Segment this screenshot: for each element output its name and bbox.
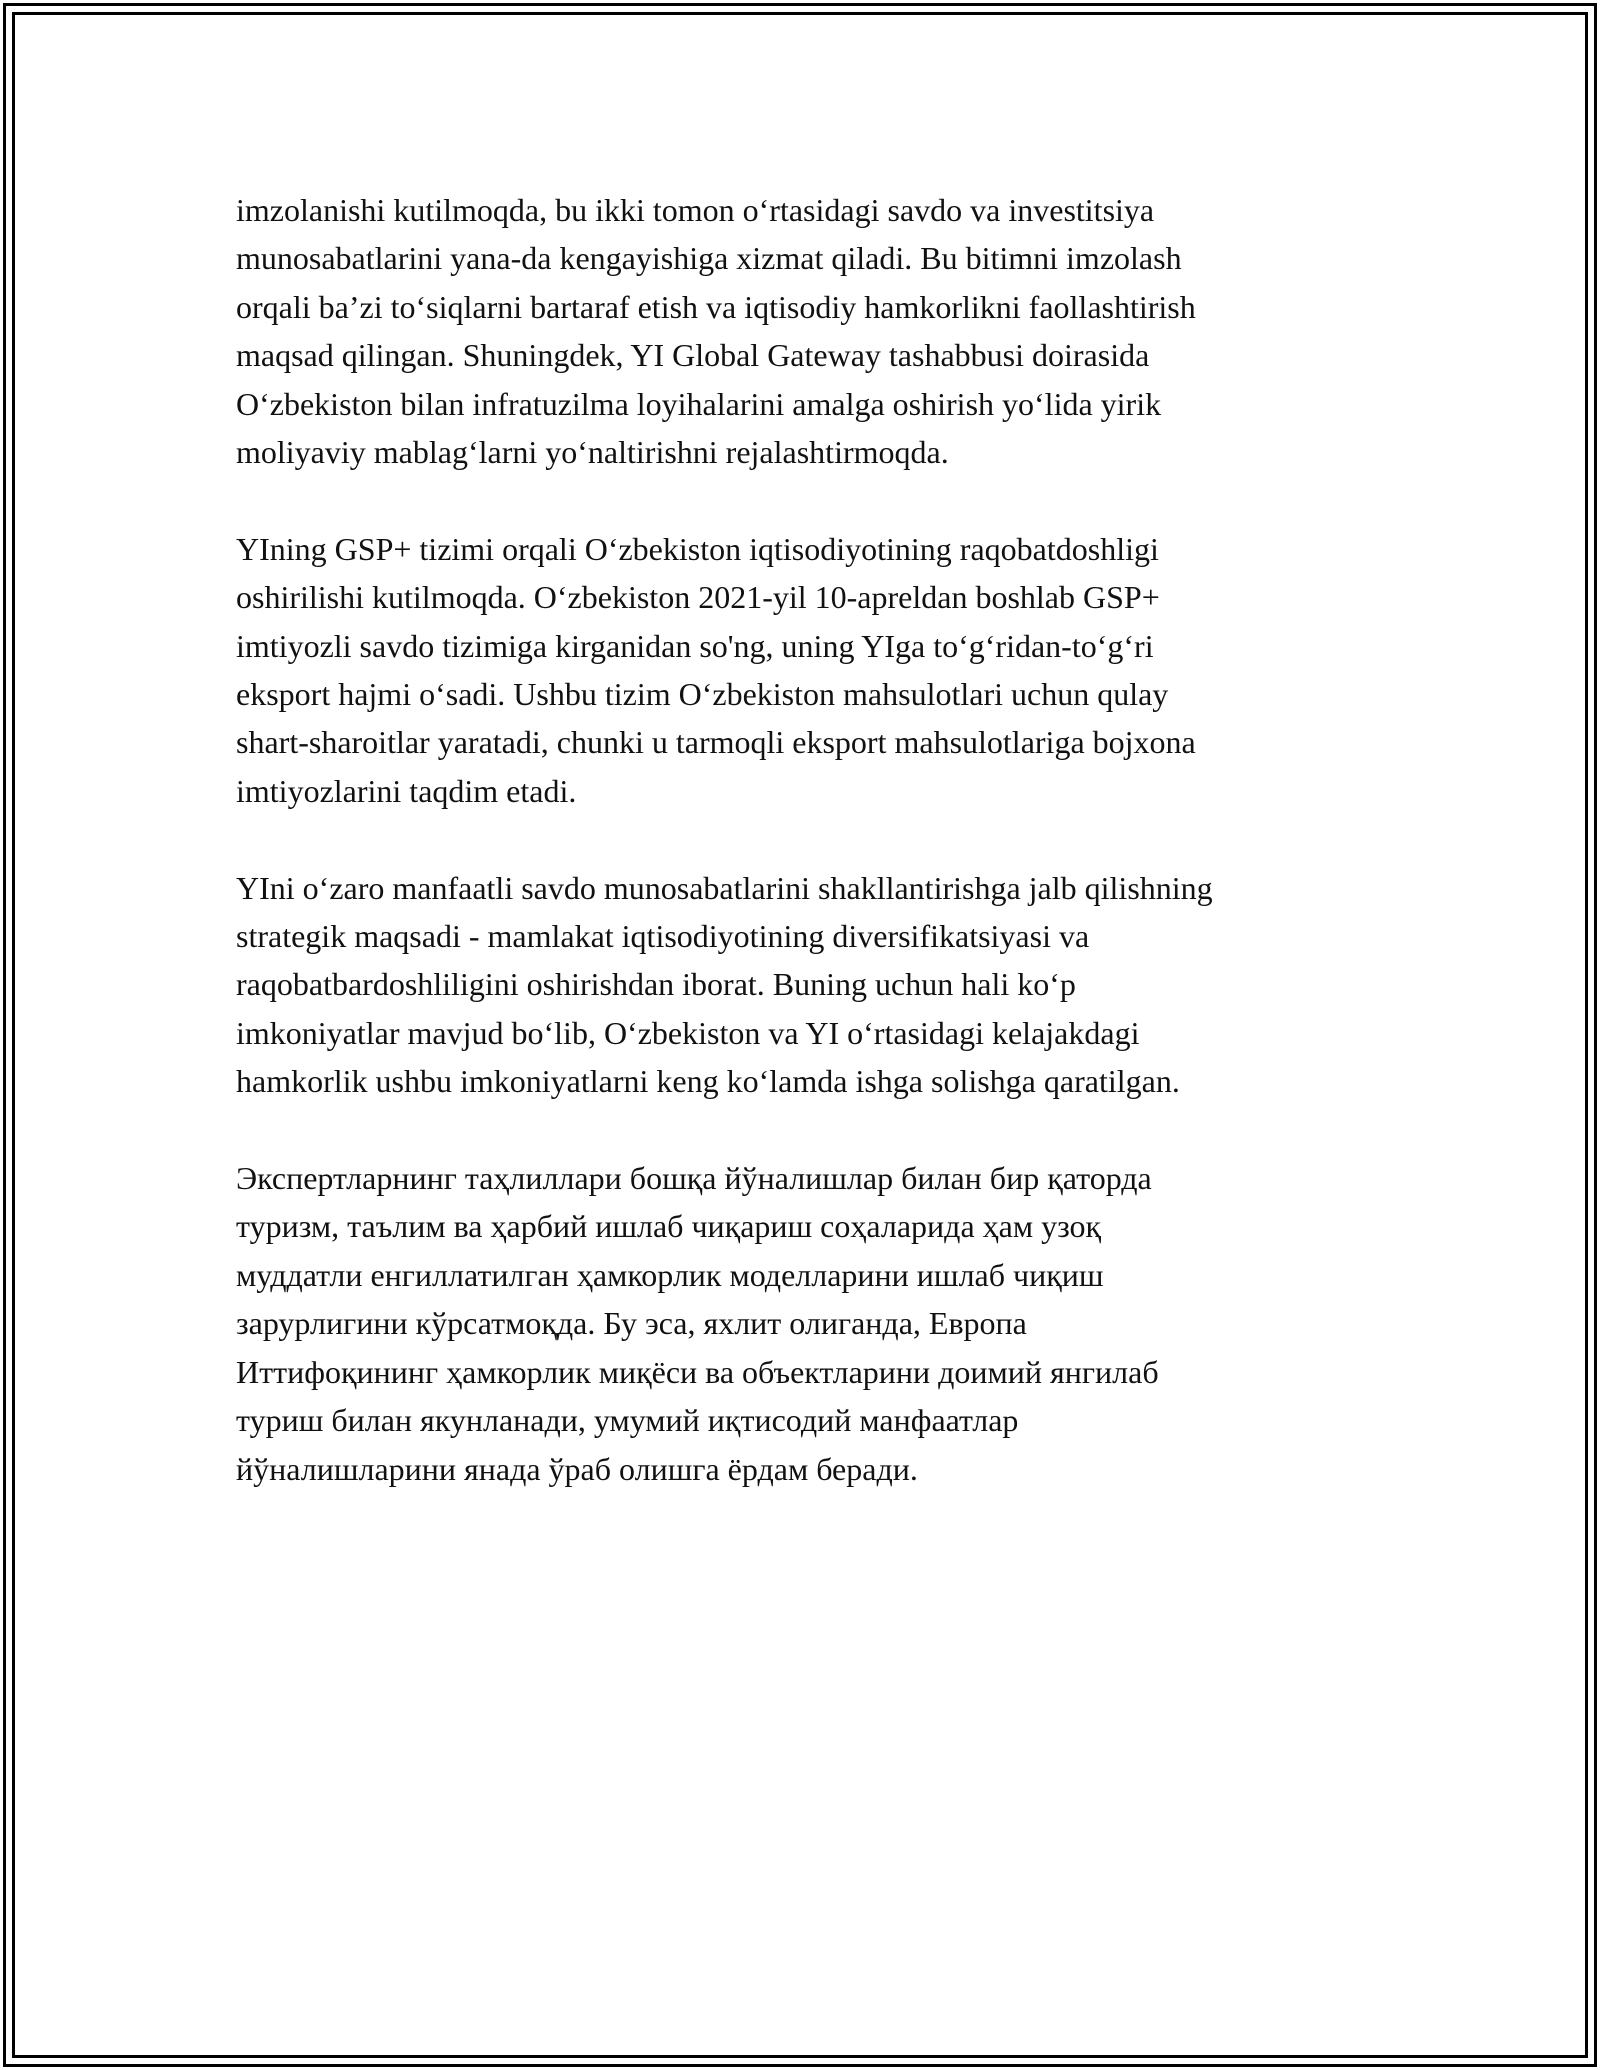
paragraph-1: imzolanishi kutilmoqda, bu ikki tomon o‘rtasidagi savdo va investitsiya munosabatlarini yana-da kengayishiga xizmat qiladi. Bu bitimni imzolash orqali ba’zi to‘siqlarni bartaraf etish va iqtisodiy hamkorlikni faollashtirish maqsad qilingan. Shuningdek, YI Global Gateway tashabbusi doirasida O‘zbekiston bilan infratuzilma loyihalarini amalga oshirish yo‘lida yirik moliyaviy mablag‘larni yo‘naltirishni rejalashtirmoqda.: [236, 192, 1196, 471]
paragraph-2: YIning GSP+ tizimi orqali O‘zbekiston iqtisodiyotining raqobatdoshligi oshirilishi kutilmoqda. O‘zbekiston 2021-yil 10-apreldan boshlab GSP+ imtiyozli savdo tizimiga kirganidan so'ng, uning YIga to‘g‘ridan-to‘g‘ri eksport hajmi o‘sadi. Ushbu tizim O‘zbekiston mahsulotlari uchun qulay shart-sharoitlar yaratadi, chunki u tarmoqli eksport mahsulotlariga bojxona imtiyozlarini taqdim etadi.: [236, 530, 1196, 809]
paragraph-3: YIni o‘zaro manfaatli savdo munosabatlarini shakllantirishga jalb qilishning strategik maqsadi - mamlakat iqtisodiyotining diversifikatsiyasi va raqobatbardoshliligini oshirishdan iborat. Buning uchun hali ko‘p imkoniyatlar mavjud bo‘lib, O‘zbekiston va YI o‘rtasidagi kelajakdagi hamkorlik ushbu imkoniyatlarni keng ko‘lamda ishga solishga qaratilgan.: [236, 869, 1213, 1100]
document-body: [236, 186, 1396, 1541]
paragraph-4: Экспертларнинг таҳлиллари бошқа йўналишлар билан бир қаторда туризм, таълим ва ҳарбий ишлаб чиқариш соҳаларида ҳам узоқ муддатли енгиллатилган ҳамкорлик моделларини ишлаб чиқиш зарурлигини кўрсатмоқда. Бу эса, яхлит олиганда, Европа Иттифоқининг ҳамкорлик миқёси ва объектларини доимий янгилаб туриш билан якунланади, умумий иқтисодий манфаатлар йўналишларини янада ўраб олишга ёрдам беради.: [236, 1160, 1159, 1487]
